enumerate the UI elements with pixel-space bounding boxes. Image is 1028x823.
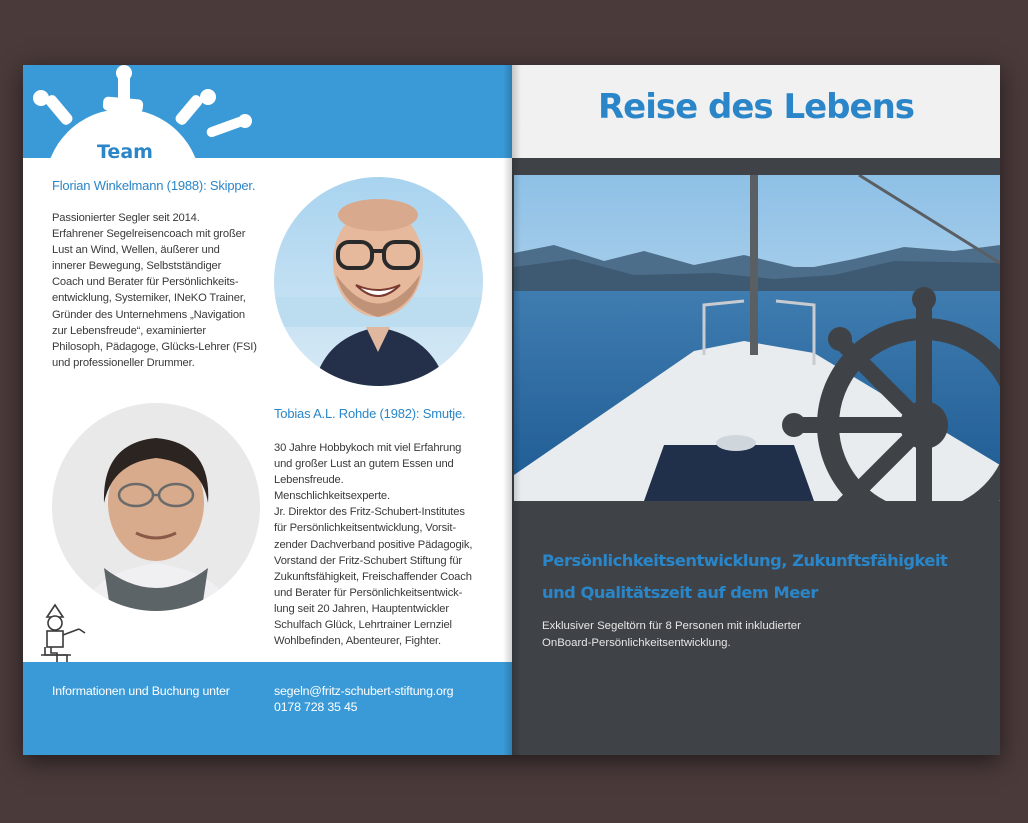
- member-bio-florian: Passionierter Segler seit 2014. Erfahrener Segelreisencoach mit großer Lust an Wind, Wellen, äußerer und innerer Bewegung, Selbstständiger Coach und Berater für Persönlichkeits- entwicklung, Systemiker, INeKO Trainer, Gründer des Unternehmens „Navigation zur Lebensfreude“, examinierter Philosoph, Pädagoge, Glücks-Lehrer (FSI) und professioneller Drummer.: [52, 212, 257, 369]
- member-name-florian: Florian Winkelmann (1988): Skipper.: [52, 178, 256, 193]
- right-page: [512, 65, 1000, 755]
- sailboat-photo: [514, 175, 1000, 501]
- info-label: Informationen und Buchung unter: [52, 684, 230, 698]
- photo-tobias: [52, 403, 260, 611]
- photo-florian: [274, 177, 483, 386]
- title-band: [512, 65, 1000, 158]
- footer-band: [23, 662, 512, 755]
- brochure-spread: [23, 65, 1000, 755]
- contact-block: [274, 684, 453, 715]
- member-bio-tobias: 30 Jahre Hobbykoch mit viel Erfahrung und großer Lust an gutem Essen und Lebensfreude. Menschlichkeitsexperte. Jr. Direktor des Fritz-Schubert-Institutes für Persönlichkeitsentwicklung, Vorsit- zender Dachverband positive Pädagogik, Vorstand der Fritz-Schubert Stiftung für Zukunftsfähigkeit, Freischaffender Coach und Berater für Persönlichkeitsentwick- lung seit 20 Jahren, Hauptentwickler Schulfach Glück, Lehrtrainer Lernziel Wohlbefinden, Abenteurer, Fighter.: [274, 442, 473, 648]
- page-title: Reise des Lebens: [597, 87, 915, 127]
- member-name-tobias: Tobias A.L. Rohde (1982): Smutje.: [274, 406, 466, 421]
- contact-phone[interactable]: 0178 728 35 45: [274, 699, 358, 714]
- section-title: Team: [97, 141, 153, 163]
- left-page: [23, 65, 512, 755]
- headline: Persönlichkeitsentwicklung, Zukunftsfähigkeit und Qualitätszeit auf dem Meer: [542, 551, 948, 602]
- contact-email[interactable]: segeln@fritz-schubert-stiftung.org: [274, 684, 454, 698]
- description: Exklusiver Segeltörn für 8 Personen mit inkludierter OnBoard-Persönlichkeitsentwicklung.: [542, 620, 801, 649]
